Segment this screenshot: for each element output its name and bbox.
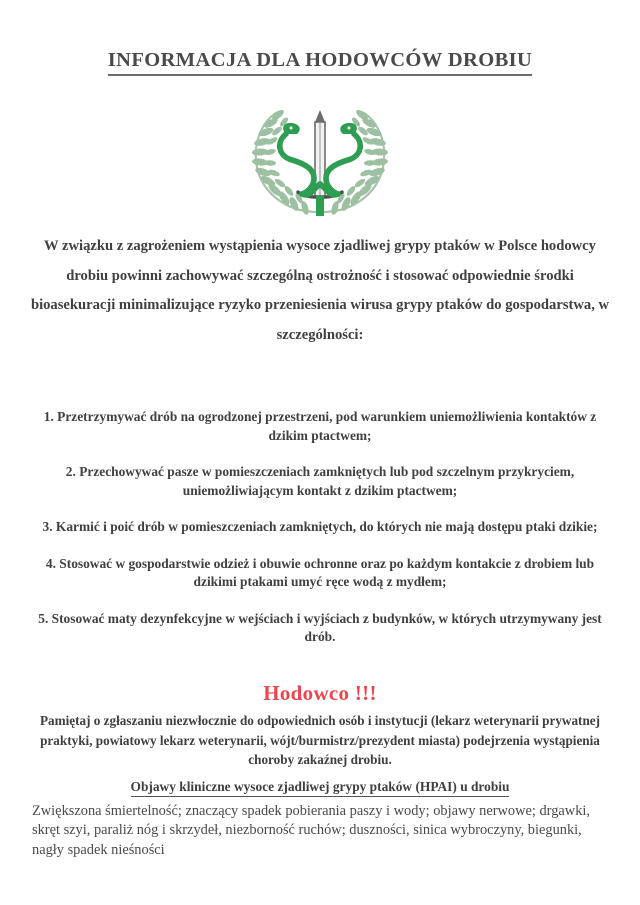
page-title-text: INFORMACJA DLA HODOWCÓW DROBIU — [108, 49, 533, 76]
list-item: 4. Stosować w gospodarstwie odzież i obuwie ochronne oraz po każdym kontakcie z drobiem lub dzikimi ptakami umyć ręce wodą z mydłem; — [45, 555, 595, 589]
caduceus-wreath-icon — [240, 106, 400, 218]
recommendations-list — [24, 408, 616, 665]
symptoms-heading-text: Objawy kliniczne wysoce zjadliwej grypy ptaków (HPAI) u drobiu — [131, 779, 510, 797]
list-item: 3. Karmić i poić drób w pomieszczeniach zamkniętych, do których nie mają dostępu ptaki dzikie; — [42, 519, 598, 534]
veterinary-inspection-logo — [0, 106, 640, 218]
symptoms-heading — [0, 779, 640, 797]
intro-paragraph: W związku z zagrożeniem wystąpienia wysoce zjadliwej grypy ptaków w Polsce hodowcy drobiu powinni zachowywać szczególną ostrożność i stosować odpowiednie środki bioasekuracji minimalizujące ryzyko przeniesienia wirusa grypy ptaków do gospodarstwa, w szczególności: — [30, 238, 610, 343]
list-item: 1. Przetrzymywać drób na ogrodzonej przestrzeni, pod warunkiem uniemożliwienia kontaktów z dzikim ptactwem; — [43, 409, 597, 443]
laurel-wreath-right — [322, 108, 388, 215]
list-item: 5. Stosować maty dezynfekcyjne w wejściach i wyjściach z budynków, w których utrzymywany jest drób. — [38, 610, 602, 644]
page-title — [0, 49, 640, 76]
list-item: 2. Przechowywać pasze w pomieszczeniach zamkniętych lub pod szczelnym przykryciem, uniemożliwiającym kontakt z dzikim ptactwem; — [65, 464, 575, 498]
symptoms-paragraph: Zwiększona śmiertelność; znaczący spadek pobierania paszy i wody; objawy nerwowe; drgawki, skręt szyi, paraliż nóg i skrzydeł, niezborność ruchów; duszności, sinica wybroczyny, biegunki, nagły spadek nieśności — [32, 803, 590, 858]
remember-paragraph: Pamiętaj o zgłaszaniu niezwłocznie do odpowiednich osób i instytucji (lekarz weterynarii prywatnej praktyki, powiatowy lekarz weterynarii, wójt/burmistrz/prezydent miasta) podejrzenia wystąpienia choroby zakaźnej drobiu. — [39, 713, 601, 767]
laurel-wreath-left — [252, 108, 318, 215]
alert-heading: Hodowco !!! — [263, 681, 377, 705]
